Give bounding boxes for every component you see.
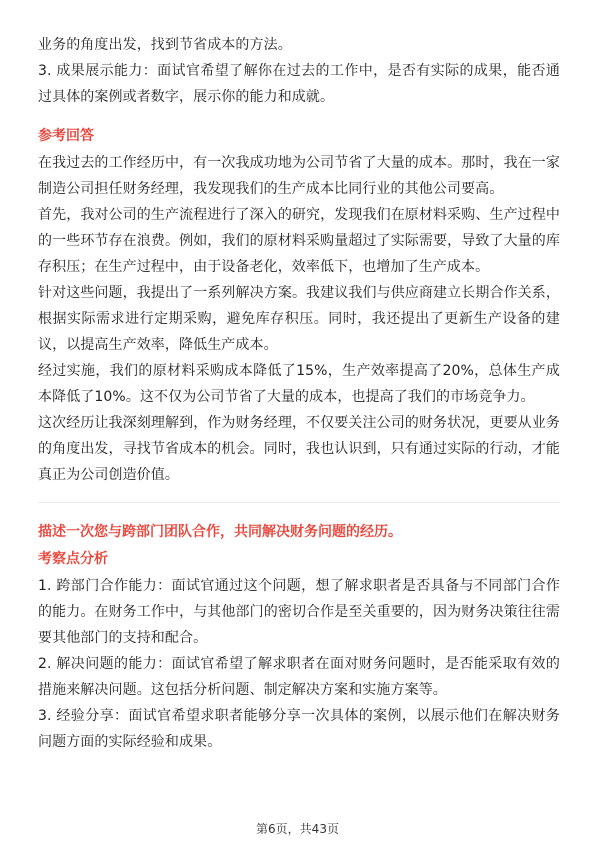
reference-paragraph-2: 首先，我对公司的生产流程进行了深入的研究，发现我们在原材料采购、生产过程中的一些环节存在浪费。例如，我们的原材料采购量超过了实际需要，导致了大量的库存积压；在生产过程中，由于设备老化，效率低下，也增加了生产成本。: [38, 207, 560, 275]
analysis-point-1: 1. 跨部门合作能力：面试官通过这个问题，想了解求职者是否具备与不同部门合作的能力。在财务工作中，与其他部门的密切合作是至关重要的，因为财务决策往往需要其他部门的支持和配合。: [38, 578, 560, 646]
reference-answer-heading: 参考回答: [38, 128, 94, 144]
document-page: [38, 32, 560, 755]
intro-paragraph-1: 业务的角度出发，找到节省成本的方法。: [38, 37, 292, 53]
reference-paragraph-1: 在我过去的工作经历中，有一次我成功地为公司节省了大量的成本。那时，我在一家制造公司担任财务经理，我发现我们的生产成本比同行业的其他公司要高。: [38, 155, 560, 197]
reference-paragraph-5: 这次经历让我深刻理解到，作为财务经理，不仅要关注公司的财务状况，更要从业务的角度出发，寻找节省成本的机会。同时，我也认识到，只有通过实际的行动，才能真正为公司创造价值。: [38, 415, 560, 483]
reference-paragraph-3: 针对这些问题，我提出了一系列解决方案。我建议我们与供应商建立长期合作关系，根据实际需求进行定期采购，避免库存积压。同时，我还提出了更新生产设备的建议，以提高生产效率，降低生产成本。: [38, 285, 560, 353]
intro-paragraph-2: 3. 成果展示能力：面试官希望了解你在过去的工作中，是否有实际的成果，能否通过具体的案例或者数字，展示你的能力和成就。: [38, 63, 560, 105]
analysis-point-3: 3. 经验分享：面试官希望求职者能够分享一次具体的案例，以展示他们在解决财务问题方面的实际经验和成果。: [38, 708, 560, 750]
analysis-point-2: 2. 解决问题的能力：面试官希望了解求职者在面对财务问题时，是否能采取有效的措施来解决问题。这包括分析问题、制定解决方案和实施方案等。: [38, 656, 560, 698]
page-number-footer: 第6页，共43页: [256, 822, 339, 836]
question-title: 描述一次您与跨部门团队合作，共同解决财务问题的经历。: [38, 524, 402, 540]
reference-paragraph-4: 经过实施，我们的原材料采购成本降低了15%，生产效率提高了20%，总体生产成本降低了10%。这不仅为公司节省了大量的成本，也提高了我们的市场竞争力。: [38, 363, 560, 405]
analysis-heading: 考察点分析: [38, 551, 108, 567]
section-divider: [38, 502, 560, 503]
